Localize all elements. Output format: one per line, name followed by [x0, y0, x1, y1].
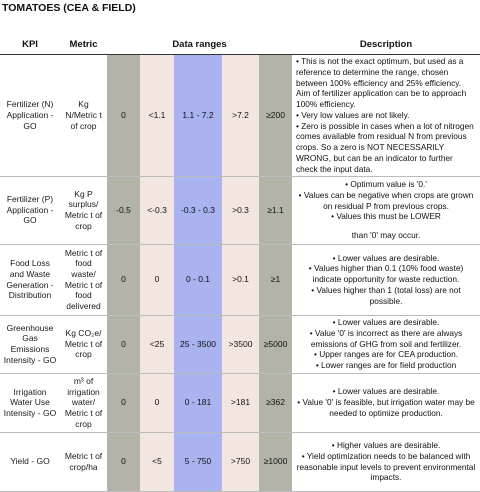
description-line: • This is not the exact optimum, but used as a reference to determine the range, chosen between 100% efficiency and 25% efficiency. Aim of fertilizer application can be to approach 100% efficiency.	[296, 56, 467, 110]
range-cell: ≥1000	[259, 432, 292, 491]
range-cell: >750	[222, 432, 259, 491]
range-cell: <1.1	[140, 55, 174, 177]
range-cell: 25 - 3500	[174, 315, 222, 373]
range-cell: -0.5	[107, 176, 140, 244]
range-cell: 1.1 - 7.2	[174, 55, 222, 177]
description-line: • Value '0' is feasible, but irrigation water may be needed to optimize production.	[297, 397, 475, 418]
kpi-cell: Fertilizer (N) Application - GO	[0, 55, 60, 177]
range-cell: 0	[140, 373, 174, 432]
range-cell: >7.2	[222, 55, 259, 177]
kpi-cell: Greenhouse Gas Emissions Intensity - GO	[0, 315, 60, 373]
description-line: than '0' may occur.	[351, 230, 421, 241]
description-line: • Very low values are not likely.	[296, 109, 410, 120]
range-cell: <-0.3	[140, 176, 174, 244]
range-cell: -0.3 - 0.3	[174, 176, 222, 244]
description-line: • Optimum value is '0.'	[345, 179, 427, 190]
data-ranges-header: Data ranges	[107, 34, 292, 55]
description-cell	[292, 176, 480, 244]
header-row	[0, 34, 480, 55]
metric-cell: Kg P surplus/ Metric t of crop	[60, 176, 107, 244]
range-cell: 0 - 181	[174, 373, 222, 432]
range-cell: >181	[222, 373, 259, 432]
description-cell	[292, 244, 480, 315]
description-line: • Values higher than 1 (total loss) are not possible.	[311, 284, 461, 306]
range-cell: 0	[107, 55, 140, 177]
range-cell: ≥5000	[259, 315, 292, 373]
table-row	[0, 176, 480, 244]
range-cell: 0	[107, 315, 140, 373]
range-cell: 5 - 750	[174, 432, 222, 491]
range-cell: >0.3	[222, 176, 259, 244]
table-row	[0, 315, 480, 373]
metric-header: Metric	[60, 34, 107, 55]
range-cell: 0	[107, 373, 140, 432]
description-line: • Lower values are desirable.	[332, 386, 440, 397]
kpi-cell: Fertilizer (P) Application - GO	[0, 176, 60, 244]
range-cell: >0.1	[222, 244, 259, 315]
description-line: • Values can be negative when crops are grown on residual P from previous crops.	[298, 189, 474, 211]
range-cell: 0	[107, 244, 140, 315]
metric-cell: Metric t of crop/ha	[60, 432, 107, 491]
table-row	[0, 55, 480, 177]
description-line: • Values higher than 0.1 (10% food waste) indicate opportunity for waste reduction.	[308, 263, 464, 285]
kpi-cell: Irrigation Water Use Intensity - GO	[0, 373, 60, 432]
page-title: TOMATOES (CEA & FIELD)	[2, 2, 136, 14]
description-line: • Higher values are desirable.	[331, 440, 441, 451]
range-cell: ≥200	[259, 55, 292, 177]
metric-cell: Metric t of food waste/ Metric t of food delivered	[60, 244, 107, 315]
description-cell	[292, 315, 480, 373]
kpi-table	[0, 34, 480, 492]
description-line: • Upper ranges are for CEA production.	[314, 349, 459, 360]
range-cell: <25	[140, 315, 174, 373]
table-row	[0, 432, 480, 491]
description-cell	[292, 432, 480, 491]
description-cell	[292, 55, 480, 177]
range-cell: 0	[140, 244, 174, 315]
description-line: • Lower values are desirable.	[332, 317, 440, 328]
table-row	[0, 244, 480, 315]
description-line: • Zero is possible in cases when a lot of nitrogen comes available from residual N from previous crops. So a zero is NOT NECESSARILY WRONG, but can be an indicator to further check the input data.	[296, 120, 474, 174]
range-cell: ≥1.1	[259, 176, 292, 244]
description-line: • Value '0' is incorrect as there are always emissions of GHG from soil and fertilizer.	[309, 327, 463, 349]
metric-cell: Kg N/Metric t of crop	[60, 55, 107, 177]
description-header: Description	[292, 34, 480, 55]
kpi-header: KPI	[0, 34, 60, 55]
description-cell	[292, 373, 480, 432]
description-line: • Values this must be LOWER	[331, 211, 441, 222]
kpi-cell: Yield - GO	[0, 432, 60, 491]
description-line: • Yield optimization needs to be balanced with reasonable input levels to prevent environmental impacts.	[296, 450, 476, 483]
kpi-cell: Food Loss and Waste Generation - Distribution	[0, 244, 60, 315]
metric-cell: m³ of irrigation water/ Metric t of crop	[60, 373, 107, 432]
range-cell: <5	[140, 432, 174, 491]
range-cell: >3500	[222, 315, 259, 373]
description-line: • Lower ranges are for field production	[315, 360, 457, 371]
table-row	[0, 373, 480, 432]
range-cell: 0 - 0.1	[174, 244, 222, 315]
range-cell: 0	[107, 432, 140, 491]
range-cell: ≥362	[259, 373, 292, 432]
range-cell: ≥1	[259, 244, 292, 315]
description-line: • Lower values are desirable.	[332, 252, 440, 263]
metric-cell: Kg CO₂e/ Metric t of crop	[60, 315, 107, 373]
